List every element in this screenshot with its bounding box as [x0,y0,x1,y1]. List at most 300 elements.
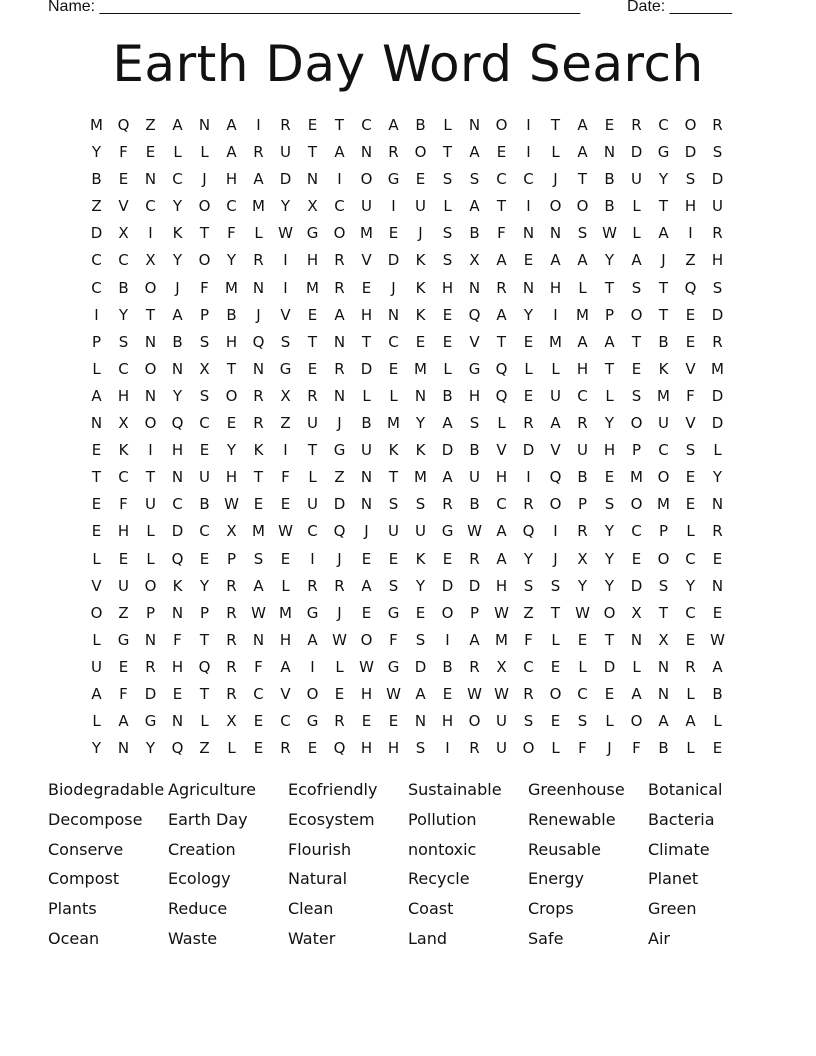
grid-letter[interactable]: I [148,441,153,460]
grid-letter[interactable]: N [198,116,211,134]
grid-letter[interactable]: C [496,170,507,189]
grid-letter[interactable]: V [91,576,102,595]
grid-letter[interactable]: I [283,441,288,460]
grid-letter[interactable]: R [523,414,534,433]
grid-letter[interactable]: E [388,712,399,731]
grid-letter[interactable]: N [333,386,346,405]
grid-letter[interactable]: B [604,170,615,189]
grid-letter[interactable]: A [577,332,588,351]
grid-letter[interactable]: E [685,305,696,324]
grid-letter[interactable]: X [631,603,642,622]
grid-letter[interactable]: T [550,116,561,134]
grid-letter[interactable]: U [307,414,318,433]
grid-letter[interactable]: S [631,386,642,405]
grid-letter[interactable]: Y [604,549,615,568]
grid-letter[interactable]: C [172,495,183,514]
grid-letter[interactable]: W [332,630,347,649]
grid-letter[interactable]: E [577,630,588,649]
grid-letter[interactable]: T [496,197,507,216]
grid-letter[interactable]: F [389,630,398,649]
grid-letter[interactable]: L [578,657,587,676]
grid-letter[interactable]: U [307,495,318,514]
grid-letter[interactable]: C [685,549,696,568]
grid-letter[interactable]: T [658,197,669,216]
grid-letter[interactable]: O [90,603,103,622]
grid-letter[interactable]: K [415,305,426,324]
grid-letter[interactable]: G [144,712,157,731]
grid-letter[interactable]: R [523,684,534,703]
grid-letter[interactable]: A [118,712,129,731]
grid-letter[interactable]: A [172,116,183,134]
grid-letter[interactable]: X [118,414,129,433]
grid-letter[interactable]: E [496,143,507,162]
grid-letter[interactable]: P [199,305,210,324]
grid-letter[interactable]: Y [604,522,615,541]
grid-letter[interactable]: E [253,739,264,758]
grid-letter[interactable]: R [334,278,345,297]
grid-letter[interactable]: H [225,468,238,487]
grid-letter[interactable]: N [171,359,184,378]
grid-letter[interactable]: S [388,495,399,514]
grid-letter[interactable]: S [685,441,696,460]
grid-letter[interactable]: Y [523,305,534,324]
grid-letter[interactable]: C [577,386,588,405]
grid-letter[interactable]: E [199,441,210,460]
grid-letter[interactable]: O [225,386,238,405]
grid-letter[interactable]: L [605,386,614,405]
grid-letter[interactable]: O [468,712,481,731]
grid-letter[interactable]: V [685,414,696,433]
grid-letter[interactable]: A [496,251,507,270]
grid-letter[interactable]: H [279,630,292,649]
grid-letter[interactable]: S [604,495,615,514]
grid-letter[interactable]: F [578,739,587,758]
grid-letter[interactable]: C [388,332,399,351]
grid-letter[interactable]: W [575,603,590,622]
grid-letter[interactable]: C [199,414,210,433]
grid-letter[interactable]: A [442,414,453,433]
grid-letter[interactable]: D [711,414,724,433]
grid-letter[interactable]: O [630,414,643,433]
grid-letter[interactable]: B [442,386,453,405]
grid-letter[interactable]: R [253,143,264,162]
grid-letter[interactable]: S [631,278,642,297]
grid-letter[interactable]: H [576,359,589,378]
grid-letter[interactable]: E [361,549,372,568]
grid-letter[interactable]: M [252,522,265,541]
grid-letter[interactable]: U [550,386,561,405]
grid-letter[interactable]: P [199,603,210,622]
grid-letter[interactable]: G [387,657,400,676]
grid-letter[interactable]: Q [252,332,265,351]
grid-letter[interactable]: Q [495,386,508,405]
grid-letter[interactable]: Q [468,305,481,324]
grid-letter[interactable]: R [577,414,588,433]
grid-letter[interactable]: U [91,657,102,676]
grid-letter[interactable]: I [391,197,396,216]
grid-letter[interactable]: R [712,522,723,541]
grid-letter[interactable]: L [686,684,695,703]
grid-letter[interactable]: B [712,684,723,703]
grid-letter[interactable]: L [578,278,587,297]
grid-letter[interactable]: U [118,576,129,595]
grid-letter[interactable]: H [360,305,373,324]
grid-letter[interactable]: O [603,603,616,622]
grid-letter[interactable]: A [226,143,237,162]
grid-letter[interactable]: R [226,657,237,676]
grid-letter[interactable]: D [279,170,292,189]
grid-letter[interactable]: V [469,332,480,351]
grid-letter[interactable]: E [91,495,102,514]
grid-letter[interactable]: J [553,170,558,189]
grid-letter[interactable]: N [387,305,400,324]
grid-letter[interactable]: Q [549,468,562,487]
grid-letter[interactable]: Y [604,576,615,595]
grid-letter[interactable]: V [685,359,696,378]
grid-letter[interactable]: T [388,468,399,487]
grid-letter[interactable]: X [577,549,588,568]
grid-letter[interactable]: S [469,170,480,189]
grid-letter[interactable]: M [279,603,292,622]
grid-letter[interactable]: B [91,170,102,189]
grid-letter[interactable]: S [577,712,588,731]
grid-letter[interactable]: V [280,684,291,703]
grid-letter[interactable]: A [91,386,102,405]
grid-letter[interactable]: T [91,468,102,487]
grid-letter[interactable]: R [523,495,534,514]
grid-letter[interactable]: E [442,332,453,351]
grid-letter[interactable]: I [553,522,558,541]
grid-letter[interactable]: Y [604,251,615,270]
grid-letter[interactable]: E [361,712,372,731]
grid-letter[interactable]: B [361,414,372,433]
grid-letter[interactable]: Z [91,197,102,216]
grid-letter[interactable]: B [469,495,480,514]
grid-letter[interactable]: T [577,170,588,189]
grid-letter[interactable]: H [360,684,373,703]
grid-letter[interactable]: V [280,305,291,324]
grid-letter[interactable]: A [361,576,372,595]
grid-letter[interactable]: S [658,576,669,595]
grid-letter[interactable]: U [280,143,291,162]
grid-letter[interactable]: K [658,359,669,378]
grid-letter[interactable]: I [94,305,99,324]
grid-letter[interactable]: L [443,197,452,216]
grid-letter[interactable]: E [442,684,453,703]
grid-letter[interactable]: A [577,143,588,162]
date-field[interactable]: Date: _______ [627,0,732,15]
grid-letter[interactable]: O [333,224,346,243]
grid-letter[interactable]: Q [495,359,508,378]
grid-letter[interactable]: M [657,495,670,514]
grid-letter[interactable]: M [711,359,724,378]
grid-letter[interactable]: A [496,522,507,541]
grid-letter[interactable]: T [199,630,210,649]
grid-letter[interactable]: L [524,359,533,378]
grid-letter[interactable]: Q [333,522,346,541]
grid-letter[interactable]: J [337,549,342,568]
grid-letter[interactable]: D [441,441,454,460]
grid-letter[interactable]: Y [172,386,183,405]
grid-letter[interactable]: Y [685,576,696,595]
grid-letter[interactable]: S [712,278,723,297]
grid-letter[interactable]: O [549,684,562,703]
grid-letter[interactable]: B [469,224,480,243]
grid-letter[interactable]: C [307,522,318,541]
grid-letter[interactable]: W [359,657,374,676]
grid-letter[interactable]: I [526,116,531,134]
grid-letter[interactable]: G [657,143,670,162]
grid-letter[interactable]: K [253,441,264,460]
grid-letter[interactable]: J [391,278,396,297]
grid-letter[interactable]: O [144,278,157,297]
grid-letter[interactable]: B [658,332,669,351]
grid-letter[interactable]: T [307,332,318,351]
grid-letter[interactable]: S [469,414,480,433]
grid-letter[interactable]: N [414,386,427,405]
grid-letter[interactable]: O [198,251,211,270]
grid-letter[interactable]: I [688,224,693,243]
grid-letter[interactable]: C [145,197,156,216]
grid-letter[interactable]: F [227,224,236,243]
grid-letter[interactable]: O [144,359,157,378]
grid-letter[interactable]: X [145,251,156,270]
grid-letter[interactable]: L [362,386,371,405]
grid-letter[interactable]: F [119,143,128,162]
grid-letter[interactable]: W [494,603,509,622]
grid-letter[interactable]: L [335,657,344,676]
grid-letter[interactable]: R [307,576,318,595]
grid-letter[interactable]: H [711,251,724,270]
grid-letter[interactable]: D [333,495,346,514]
grid-letter[interactable]: F [173,630,182,649]
grid-letter[interactable]: E [280,495,291,514]
grid-letter[interactable]: W [467,522,482,541]
grid-letter[interactable]: L [551,143,560,162]
grid-letter[interactable]: Q [117,116,130,134]
grid-letter[interactable]: D [711,305,724,324]
grid-letter[interactable]: E [199,549,210,568]
grid-letter[interactable]: U [631,170,642,189]
grid-letter[interactable]: D [414,657,427,676]
grid-letter[interactable]: G [117,630,130,649]
grid-letter[interactable]: A [496,305,507,324]
grid-letter[interactable]: O [144,414,157,433]
grid-letter[interactable]: D [468,576,481,595]
grid-letter[interactable]: N [711,495,724,514]
grid-letter[interactable]: L [497,414,506,433]
grid-letter[interactable]: G [468,359,481,378]
grid-letter[interactable]: H [171,441,184,460]
grid-letter[interactable]: A [685,712,696,731]
grid-letter[interactable]: U [415,197,426,216]
grid-letter[interactable]: O [630,495,643,514]
grid-letter[interactable]: B [118,278,129,297]
grid-letter[interactable]: A [550,251,561,270]
grid-letter[interactable]: D [387,251,400,270]
grid-letter[interactable]: I [310,657,315,676]
grid-letter[interactable]: D [441,576,454,595]
grid-letter[interactable]: L [281,576,290,595]
grid-letter[interactable]: X [307,197,318,216]
grid-letter[interactable]: M [549,332,562,351]
grid-letter[interactable]: D [684,143,697,162]
grid-letter[interactable]: F [254,657,263,676]
grid-letter[interactable]: A [334,143,345,162]
grid-letter[interactable]: A [307,630,318,649]
grid-letter[interactable]: D [630,576,643,595]
grid-letter[interactable]: E [118,170,129,189]
grid-letter[interactable]: M [657,386,670,405]
grid-letter[interactable]: X [280,386,291,405]
grid-letter[interactable]: Q [198,657,211,676]
grid-letter[interactable]: I [148,224,153,243]
grid-letter[interactable]: Z [523,603,534,622]
grid-letter[interactable]: A [577,251,588,270]
grid-letter[interactable]: Y [118,305,129,324]
grid-letter[interactable]: C [172,170,183,189]
grid-letter[interactable]: Q [171,549,184,568]
grid-letter[interactable]: W [224,495,239,514]
grid-letter[interactable]: O [657,549,670,568]
grid-letter[interactable]: A [496,549,507,568]
grid-letter[interactable]: S [550,576,561,595]
grid-letter[interactable]: N [711,576,724,595]
grid-letter[interactable]: P [577,495,588,514]
grid-letter[interactable]: R [280,739,291,758]
grid-letter[interactable]: K [388,441,399,460]
grid-letter[interactable]: J [661,251,666,270]
grid-letter[interactable]: P [658,522,669,541]
grid-letter[interactable]: Q [171,739,184,758]
grid-letter[interactable]: G [279,359,292,378]
grid-letter[interactable]: C [91,251,102,270]
grid-letter[interactable]: L [389,386,398,405]
grid-letter[interactable]: O [522,739,535,758]
grid-letter[interactable]: G [387,170,400,189]
grid-letter[interactable]: X [226,712,237,731]
grid-letter[interactable]: S [442,224,453,243]
grid-letter[interactable]: N [252,278,265,297]
grid-letter[interactable]: J [364,522,369,541]
grid-letter[interactable]: T [658,603,669,622]
grid-letter[interactable]: A [469,197,480,216]
grid-letter[interactable]: T [604,359,615,378]
grid-letter[interactable]: K [118,441,129,460]
grid-letter[interactable]: Q [522,522,535,541]
grid-letter[interactable]: A [658,224,669,243]
grid-letter[interactable]: C [199,522,210,541]
grid-letter[interactable]: N [468,278,481,297]
grid-letter[interactable]: D [603,657,616,676]
grid-letter[interactable]: I [445,630,450,649]
grid-letter[interactable]: G [441,522,454,541]
grid-letter[interactable]: N [144,170,157,189]
grid-letter[interactable]: I [337,170,342,189]
grid-letter[interactable]: E [145,143,156,162]
grid-letter[interactable]: F [281,468,290,487]
grid-letter[interactable]: W [278,522,293,541]
grid-letter[interactable]: F [119,495,128,514]
grid-letter[interactable]: S [415,630,426,649]
grid-letter[interactable]: G [387,603,400,622]
grid-letter[interactable]: R [253,414,264,433]
grid-letter[interactable]: O [657,468,670,487]
grid-letter[interactable]: Z [199,739,210,758]
grid-letter[interactable]: W [710,630,725,649]
grid-letter[interactable]: T [361,332,372,351]
grid-letter[interactable]: I [553,305,558,324]
grid-letter[interactable]: R [226,630,237,649]
grid-letter[interactable]: D [522,441,535,460]
grid-letter[interactable]: R [226,603,237,622]
grid-letter[interactable]: E [415,170,426,189]
grid-letter[interactable]: R [442,495,453,514]
grid-letter[interactable]: L [632,657,641,676]
grid-letter[interactable]: N [117,739,130,758]
grid-letter[interactable]: U [361,197,372,216]
grid-letter[interactable]: Q [171,414,184,433]
grid-letter[interactable]: Q [684,278,697,297]
grid-letter[interactable]: K [415,251,426,270]
grid-letter[interactable]: H [360,739,373,758]
grid-letter[interactable]: Z [145,116,156,134]
grid-letter[interactable]: C [523,170,534,189]
grid-letter[interactable]: B [604,197,615,216]
grid-letter[interactable]: I [526,143,531,162]
grid-letter[interactable]: E [631,549,642,568]
grid-letter[interactable]: T [145,305,156,324]
grid-letter[interactable]: E [523,251,534,270]
grid-letter[interactable]: J [175,278,180,297]
grid-letter[interactable]: E [442,549,453,568]
grid-letter[interactable]: A [712,657,723,676]
grid-letter[interactable]: E [685,630,696,649]
grid-letter[interactable]: D [630,143,643,162]
grid-letter[interactable]: L [686,739,695,758]
grid-letter[interactable]: E [712,549,723,568]
grid-letter[interactable]: O [495,116,508,134]
grid-letter[interactable]: C [118,468,129,487]
grid-letter[interactable]: E [253,712,264,731]
grid-letter[interactable]: Y [712,468,723,487]
grid-letter[interactable]: M [387,414,400,433]
grid-letter[interactable]: N [306,170,319,189]
grid-letter[interactable]: E [118,549,129,568]
grid-letter[interactable]: Y [658,170,669,189]
grid-letter[interactable]: J [553,549,558,568]
grid-letter[interactable]: C [334,197,345,216]
grid-letter[interactable]: E [307,359,318,378]
grid-letter[interactable]: V [118,197,129,216]
grid-letter[interactable]: W [467,684,482,703]
grid-letter[interactable]: A [253,576,264,595]
grid-letter[interactable]: O [306,684,319,703]
grid-letter[interactable]: E [388,359,399,378]
grid-letter[interactable]: Y [91,143,102,162]
grid-letter[interactable]: S [280,332,291,351]
grid-letter[interactable]: E [415,603,426,622]
grid-letter[interactable]: H [684,197,697,216]
grid-letter[interactable]: L [632,224,641,243]
grid-letter[interactable]: C [118,251,129,270]
grid-letter[interactable]: R [253,251,264,270]
grid-letter[interactable]: E [550,657,561,676]
grid-letter[interactable]: F [497,224,506,243]
grid-letter[interactable]: A [226,116,237,134]
grid-letter[interactable]: T [604,630,615,649]
grid-letter[interactable]: P [91,332,102,351]
